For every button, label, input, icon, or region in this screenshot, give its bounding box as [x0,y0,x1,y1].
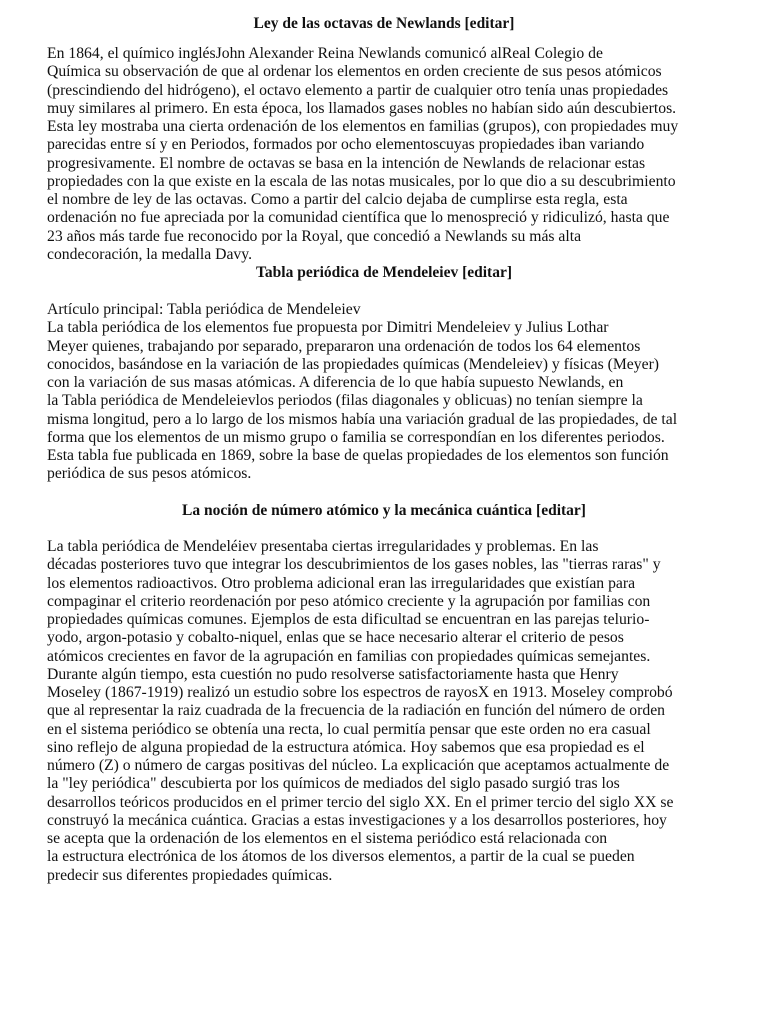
text-line: En 1864, el químico inglésJohn Alexander Reina Newlands comunicó alReal Colegio de [47,45,603,62]
text-line: Durante algún tiempo, esta cuestión no pudo resolverse satisfactoriamente hasta que Henry [47,665,619,683]
text-line: Artículo principal: Tabla periódica de Mendeleiev [47,301,361,318]
text-line: Esta tabla fue publicada en 1869, sobre la base de quelas propiedades de los elementos son función [47,447,669,464]
text-line: con la variación de sus masas atómicas. A diferencia de lo que había supuesto Newlands, en [47,374,624,391]
section-heading-mendeleiev: Tabla periódica de Mendeleiev [editar] [255,264,512,281]
text-line: Esta ley mostraba una cierta ordenación de los elementos en familias (grupos), con propiedades muy [47,118,679,135]
text-line: construyó la mecánica cuántica. Gracias a estas investigaciones y a los desarrollos posteriores, hoy [47,811,667,829]
text-line: que al representar la raiz cuadrada de la frecuencia de la radiación en función del número de orden [47,702,666,720]
text-line: propiedades químicas comunes. Ejemplos de esta dificultad se encuentran en las parejas telurio- [47,611,650,628]
paragraph-newlands [47,45,747,264]
text-line: Moseley (1867-1919) realizó un estudio sobre los espectros de rayosX en 1913. Moseley comprobó [47,684,673,701]
text-line: atómicos crecientes en favor de la agrupación en familias con propiedades químicas semejantes. [47,647,651,665]
text-line: ordenación no fue apreciada por la comunidad científica que lo menospreció y ridiculizó, hasta que [47,209,670,227]
text-line: La tabla periódica de Mendeléiev presentaba ciertas irregularidades y problemas. En las [47,538,599,555]
text-line: desarrollos teóricos producidos en el primer tercio del siglo XX. En el primer tercio del siglo XX se [47,793,674,811]
text-line: se acepta que la ordenación de los elementos en el sistema periódico está relacionada con [47,830,608,847]
text-line: décadas posteriores tuvo que integrar los descubrimientos de los gases nobles, las "tierras raras" y [47,556,661,574]
text-line: yodo, argon-potasio y cobalto-niquel, enlas que se hace necesario alterar el criterio de pesos [47,629,624,647]
section-heading-newlands: Ley de las octavas de Newlands [editar] [253,15,515,32]
text-line: predecir sus diferentes propiedades químicas. [47,866,333,884]
text-line: periódica de sus pesos atómicos. [47,465,252,483]
text-line: número (Z) o número de cargas positivas del núcleo. La explicación que aceptamos actualmente de [47,757,670,774]
text-line: 23 años más tarde fue reconocido por la Royal, que concedió a Newlands su más alta [47,227,582,245]
text-line: forma que los elementos de un mismo grupo o familia se correspondían en los diferentes periodos. [47,428,665,446]
paragraph-mendeleiev [47,301,747,484]
text-line: propiedades con la que existe en la escala de las notas musicales, por lo que dio a su descubrimiento [47,172,676,190]
text-line: (prescindiendo del hidrógeno), el octavo elemento a partir de cualquier otro tenía unas propiedades [47,81,669,99]
text-line: progresivamente. El nombre de octavas se basa en la intención de Newlands de relacionar estas [47,154,646,172]
section-heading-atomic-number: La noción de número atómico y la mecánica cuántica [editar] [182,502,586,519]
text-line: en el sistema periódico se obtenía una recta, lo cual permitía pensar que este orden no era casual [47,720,651,738]
text-line: sino reflejo de alguna propiedad de la estructura atómica. Hoy sabemos que esa propiedad es el [47,738,645,756]
text-line: muy similares al primero. En esta época, los llamados gases nobles no habían sido aún descubiertos. [47,99,677,117]
text-line: La tabla periódica de los elementos fue propuesta por Dimitri Mendeleiev y Julius Lothar [47,319,609,337]
text-line: Química su observación de que al ordenar los elementos en orden creciente de sus pesos atómicos [47,63,662,81]
text-line: misma longitud, pero a lo largo de los mismos había una variación gradual de las propiedades, de tal [47,410,678,428]
paragraph-atomic-number [47,538,747,885]
text-line: condecoración, la medalla Davy. [47,245,253,263]
text-line: la Tabla periódica de Mendeleievlos periodos (filas diagonales y oblicuas) no tenían siempre la [47,392,643,410]
text-line: la "ley periódica" descubierta por los químicos de mediados del siglo pasado surgió tras los [47,775,620,793]
text-line: parecidas entre sí y en Periodos, formados por ocho elementoscuyas propiedades iban variando [47,136,645,154]
text-line: Meyer quienes, trabajando por separado, prepararon una ordenación de todos los 64 elementos [47,337,641,355]
text-line: conocidos, basándose en la variación de las propiedades químicas (Mendeleiev) y físicas (Meyer) [47,355,660,373]
text-line: compaginar el criterio reordenación por peso atómico creciente y la agrupación por familias con [47,592,651,610]
text-line: la estructura electrónica de los átomos de los diversos elementos, a partir de la cual se pueden [47,848,635,866]
text-line: el nombre de ley de las octavas. Como a partir del calcio dejaba de cumplirse esta regla, esta [47,191,628,208]
text-line: los elementos radioactivos. Otro problema adicional eran las irregularidades que existían para [47,574,636,592]
